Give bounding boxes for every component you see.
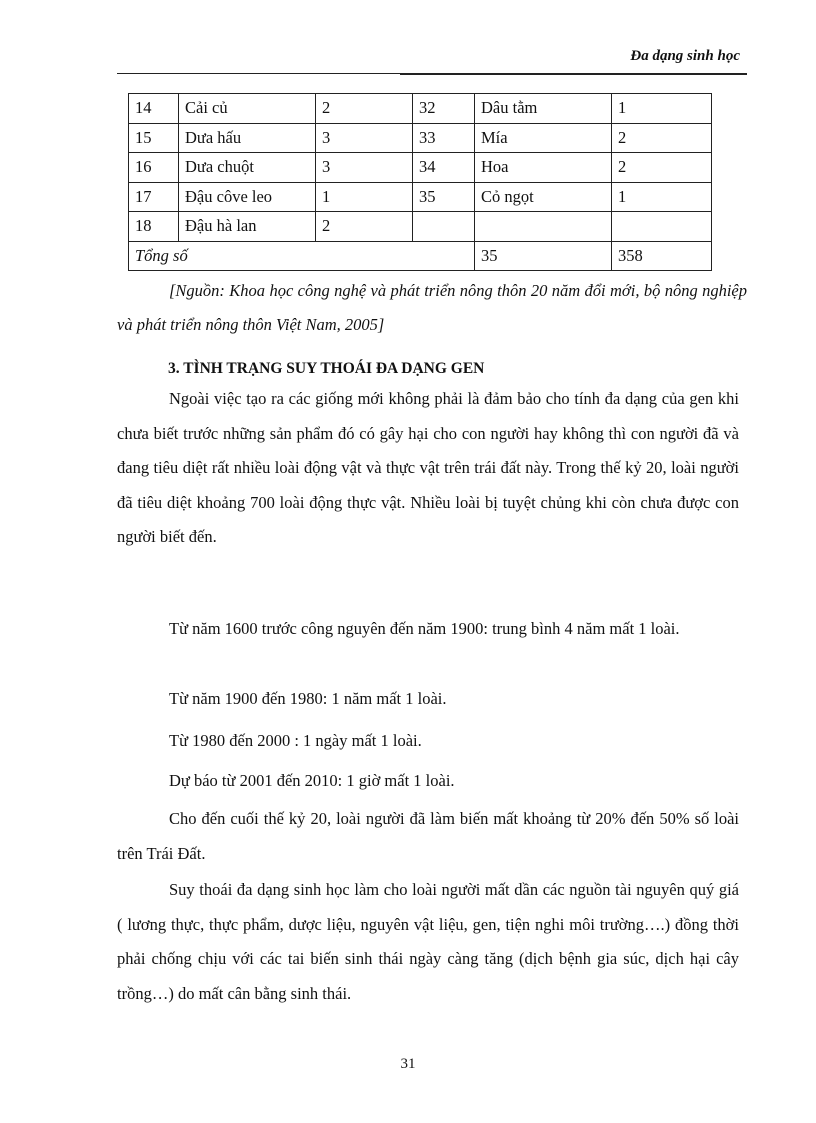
- total-label: Tổng số: [129, 241, 475, 271]
- table-cell: 18: [129, 212, 179, 242]
- body-paragraph-intro: Ngoài việc tạo ra các giống mới không phải là đảm bảo cho tính đa dạng của gen khi chưa biết trước những sản phẩm đó có gây hại cho con người hay không thì con người đã và đang tiêu diệt rất nhiều loài động vật và thực vật trên trái đất này. Trong thế kỷ 20, loài người đã tiêu diệt khoảng 700 loài động thực vật. Nhiều loài bị tuyệt chủng khi còn chưa được con người biết đến.: [117, 389, 739, 546]
- header-rule-accent: [400, 73, 747, 75]
- table-cell: Dưa chuột: [179, 153, 316, 183]
- table-cell: 1: [612, 182, 712, 212]
- table-row: [129, 94, 712, 124]
- table-cell: 32: [413, 94, 475, 124]
- table-cell: 17: [129, 182, 179, 212]
- table-cell: 16: [129, 153, 179, 183]
- total-sum: 358: [612, 241, 712, 271]
- table-cell: 35: [413, 182, 475, 212]
- total-count: 35: [475, 241, 612, 271]
- table-cell: Cải củ: [179, 94, 316, 124]
- table-row: [129, 153, 712, 183]
- section-heading: 3. TÌNH TRẠNG SUY THOÁI ĐA DẠNG GEN: [168, 360, 485, 377]
- table-cell: 3: [316, 123, 413, 153]
- table-cell: [612, 212, 712, 242]
- table-row: [129, 182, 712, 212]
- table-total-row: [129, 241, 712, 271]
- table-cell: 2: [316, 94, 413, 124]
- body-paragraph-consequences: Suy thoái đa dạng sinh học làm cho loài người mất dần các nguồn tài nguyên quý giá ( lương thực, thực phẩm, dược liệu, nguyên vật liệu, gen, tiện nghi môi trường….) đồng thời phải chống chịu với các tai biến sinh thái ngày càng tăng (dịch bệnh gia súc, dịch hại cây trồng…) do mất cân bằng sinh thái.: [117, 880, 739, 1003]
- body-paragraph-rate-1900: Từ năm 1900 đến 1980: 1 năm mất 1 loài.: [169, 689, 447, 708]
- table-cell: Cỏ ngọt: [475, 182, 612, 212]
- crop-varieties-table: [128, 93, 712, 271]
- table-cell: 1: [316, 182, 413, 212]
- table-cell: Dưa hấu: [179, 123, 316, 153]
- table-cell: [413, 212, 475, 242]
- table-cell: 33: [413, 123, 475, 153]
- table-cell: 2: [316, 212, 413, 242]
- table-cell: Đậu côve leo: [179, 182, 316, 212]
- table-cell: 14: [129, 94, 179, 124]
- table-cell: Hoa: [475, 153, 612, 183]
- page-number: 31: [400, 1056, 416, 1072]
- table-cell: 2: [612, 123, 712, 153]
- table-cell: 2: [612, 153, 712, 183]
- table-row: [129, 212, 712, 242]
- table-row: [129, 123, 712, 153]
- table-cell: Mía: [475, 123, 612, 153]
- table-source-citation: [Nguồn: Khoa học công nghệ và phát triển nông thôn 20 năm đổi mới, bộ nông nghiệp và phát triển nông thôn Việt Nam, 2005]: [117, 281, 747, 334]
- body-paragraph-rate-1980: Từ 1980 đến 2000 : 1 ngày mất 1 loài.: [169, 731, 422, 750]
- table-cell: 15: [129, 123, 179, 153]
- body-paragraph-forecast: Dự báo từ 2001 đến 2010: 1 giờ mất 1 loài.: [169, 771, 455, 790]
- body-paragraph-extinction: Cho đến cuối thế kỷ 20, loài người đã làm biến mất khoảng từ 20% đến 50% số loài trên Trái Đất.: [117, 809, 739, 863]
- running-header-title: Đa dạng sinh học: [630, 48, 740, 64]
- table-cell: Dâu tằm: [475, 94, 612, 124]
- table-cell: Đậu hà lan: [179, 212, 316, 242]
- body-paragraph-rate-1600: Từ năm 1600 trước công nguyên đến năm 1900: trung bình 4 năm mất 1 loài.: [169, 619, 680, 638]
- table-cell: 34: [413, 153, 475, 183]
- table-cell: [475, 212, 612, 242]
- table-cell: 1: [612, 94, 712, 124]
- table-cell: 3: [316, 153, 413, 183]
